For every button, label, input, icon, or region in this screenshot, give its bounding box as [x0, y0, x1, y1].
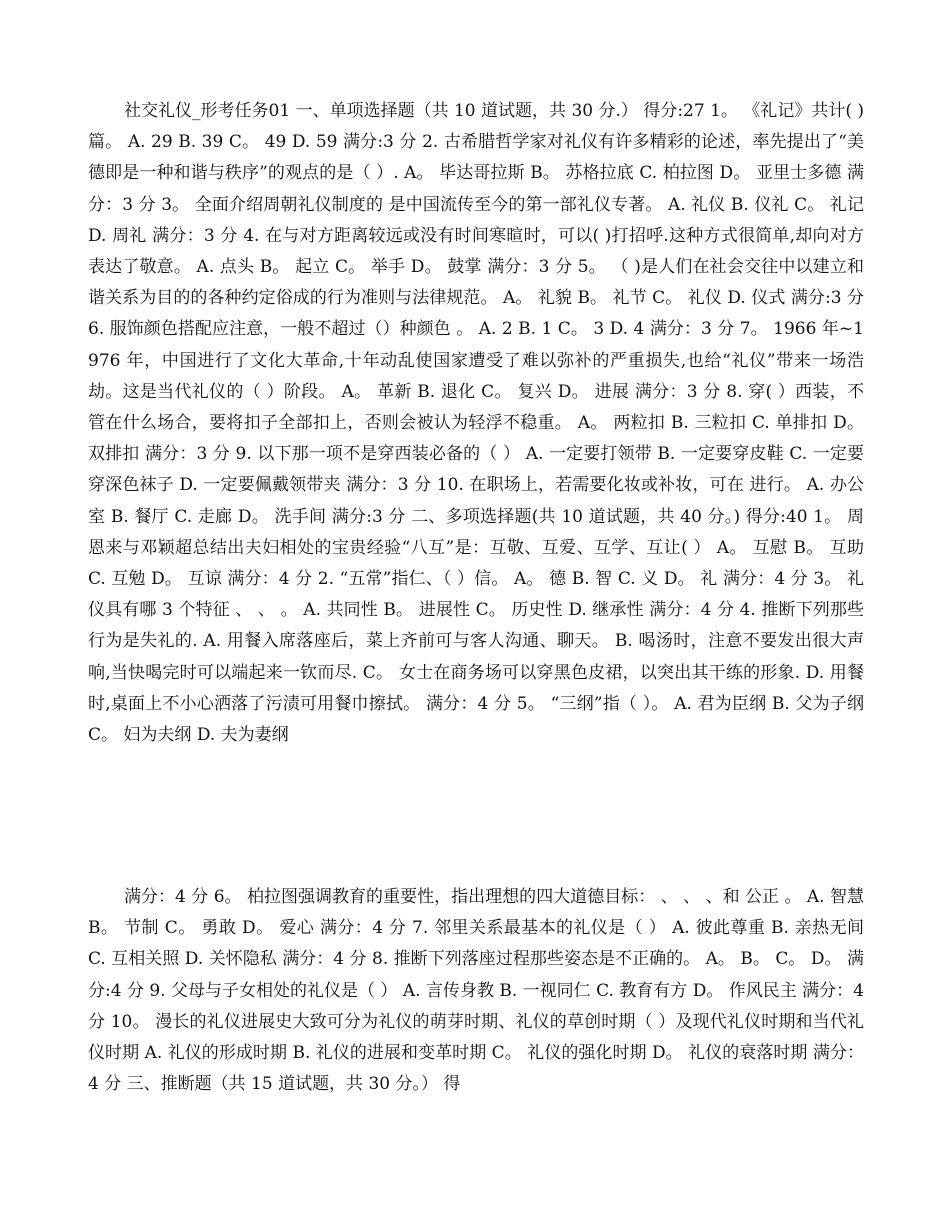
body-paragraph: 满分：4 分 6。 柏拉图强调教育的重要性，指出理想的四大道德目标： 、 、 、和 公正 。 A. 智慧 B。 节制 C。 勇敢 D。 爱心 满分：4 分 7. 邻里关系最基本的礼仪是（ ） A. 彼此尊重 B. 亲热无间 C. 互相关照 D. 关怀隐私 满分：4 分 8. 推断下列落座过程那些姿态是不正确的。 A。 B。 C。 D。 满分:4 分 9. 父母与子女相处的礼仪是（ ） A. 言传身教 B. 一视同仁 C. 教育有方 D。 作风民主 满分：4 分 10。 漫长的礼仪进展史大致可分为礼仪的萌芽时期、礼仪的草创时期（ ）及现代礼仪时期和当代礼仪时期 A. 礼仪的形成时期 B. 礼仪的进展和变革时期 C。 礼仪的强化时期 D。 礼仪的衰落时期 满分：4 分 三、推断题（共 15 道试题，共 30 分。） 得	[88, 887, 864, 1095]
body-paragraph: 社交礼仪_形考任务01 一、单项选择题（共 10 道试题，共 30 分.） 得分:27 1。 《礼记》共计( )篇。 A. 29 B. 39 C。 49 D. 59 满分:3 分 2. 古希腊哲学家对礼仪有许多精彩的论述，率先提出了“美德即是一种和谐与秩序”的观点的是（ ）. A。 毕达哥拉斯 B。 苏格拉底 C. 柏拉图 D。 亚里士多德 满分：3 分 3。 全面介绍周朝礼仪制度的 是中国流传至今的第一部礼仪专著。 A. 礼仪 B. 仪礼 C。 礼记 D. 周礼 满分：3 分 4. 在与对方距离较远或没有时间寒暄时，可以( )打招呼.这种方式很简单,却向对方表达了敬意。 A. 点头 B。 起立 C。 举手 D。 鼓掌 满分：3 分 5。 （ )是人们在社会交往中以建立和谐关系为目的的各种约定俗成的行为准则与法律规范。 A。 礼貌 B。 礼节 C。 礼仪 D. 仪式 满分:3 分 6. 服饰颜色搭配应注意，一般不超过（）种颜色 。 A. 2 B. 1 C。 3 D. 4 满分：3 分 7。 1966 年~1976 年，中国进行了文化大革命,十年动乱使国家遭受了难以弥补的严重损失,也给“礼仪”带来一场浩劫。这是当代礼仪的（ ）阶段。 A。 革新 B. 退化 C。 复兴 D。 进展 满分：3 分 8. 穿( ）西装，不管在什么场合，要将扣子全部扣上，否则会被认为轻浮不稳重。 A。 两粒扣 B. 三粒扣 C. 单排扣 D。 双排扣 满分：3 分 9. 以下那一项不是穿西装必备的（ ） A. 一定要打领带 B. 一定要穿皮鞋 C. 一定要穿深色袜子 D. 一定要佩戴领带夹 满分：3 分 10. 在职场上，若需要化妆或补妆，可在 进行。 A. 办公室 B. 餐厅 C. 走廊 D。 洗手间 满分:3 分 二、多项选择题(共 10 道试题，共 40 分。) 得分:40 1。 周恩来与邓颖超总结出夫妇相处的宝贵经验“八互”是：互敬、互爱、互学、互让( ） A。 互慰 B。 互助 C. 互勉 D。 互谅 满分：4 分 2. “五常”指仁、（ ）信。 A。 德 B. 智 C. 义 D。 礼 满分：4 分 3。 礼仪具有哪 3 个特征 、 、 。 A. 共同性 B。 进展性 C。 历史性 D. 继承性 满分：4 分 4. 推断下列那些行为是失礼的. A. 用餐入席落座后，菜上齐前可与客人沟通、聊天。 B. 喝汤时，注意不要发出很大声响,当快喝完时可以端起来一钦而尽. C。 女士在商务场可以穿黑色皮裙，以突出其干练的形象. D. 用餐时,桌面上不小心洒落了污渍可用餐巾擦拭。 满分：4 分 5。 “三纲”指（ ）。 A. 君为臣纲 B. 父为子纲 C。 妇为夫纲 D. 夫为妻纲	[88, 101, 864, 746]
